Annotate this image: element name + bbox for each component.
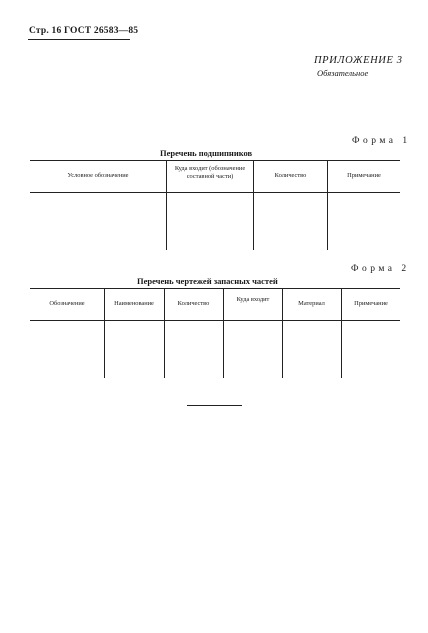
form2-col-material: Материал (298, 300, 325, 307)
form2-col-divider (223, 288, 224, 378)
end-rule (187, 405, 242, 406)
form1-title: Перечень подшипников (160, 148, 253, 158)
form2-title: Перечень чертежей запасных частей (137, 276, 278, 286)
form2-label: Форма 2 (351, 264, 410, 274)
page-header: Стр. 16 ГОСТ 26583—85 (29, 26, 139, 36)
form1-col-where-used: Куда входит (обозначение составной части) (174, 165, 246, 180)
form2-col-where-used: Куда входит (236, 296, 270, 303)
form1-col-quantity: Количество (274, 172, 307, 179)
form2-col-quantity: Количество (177, 300, 210, 307)
form2-header-rule (30, 320, 400, 321)
form1-top-rule (30, 160, 400, 161)
header-underline (28, 39, 130, 40)
form1-header-rule (30, 192, 400, 193)
form1-label: Форма 1 (352, 136, 411, 146)
form1-col-divider (166, 160, 167, 250)
form2-top-rule (30, 288, 400, 289)
form2-col-designation: Обозначение (49, 300, 85, 307)
form2-col-name: Наименование (114, 300, 154, 307)
form2-col-note: Примечание (354, 300, 388, 307)
form1-col-note: Примечание (347, 172, 381, 179)
appendix-title: ПРИЛОЖЕНИЕ 3 (314, 55, 403, 66)
form1-col-designation: Условное обозначение (67, 172, 129, 179)
appendix-subtitle: Обязательное (317, 68, 369, 78)
